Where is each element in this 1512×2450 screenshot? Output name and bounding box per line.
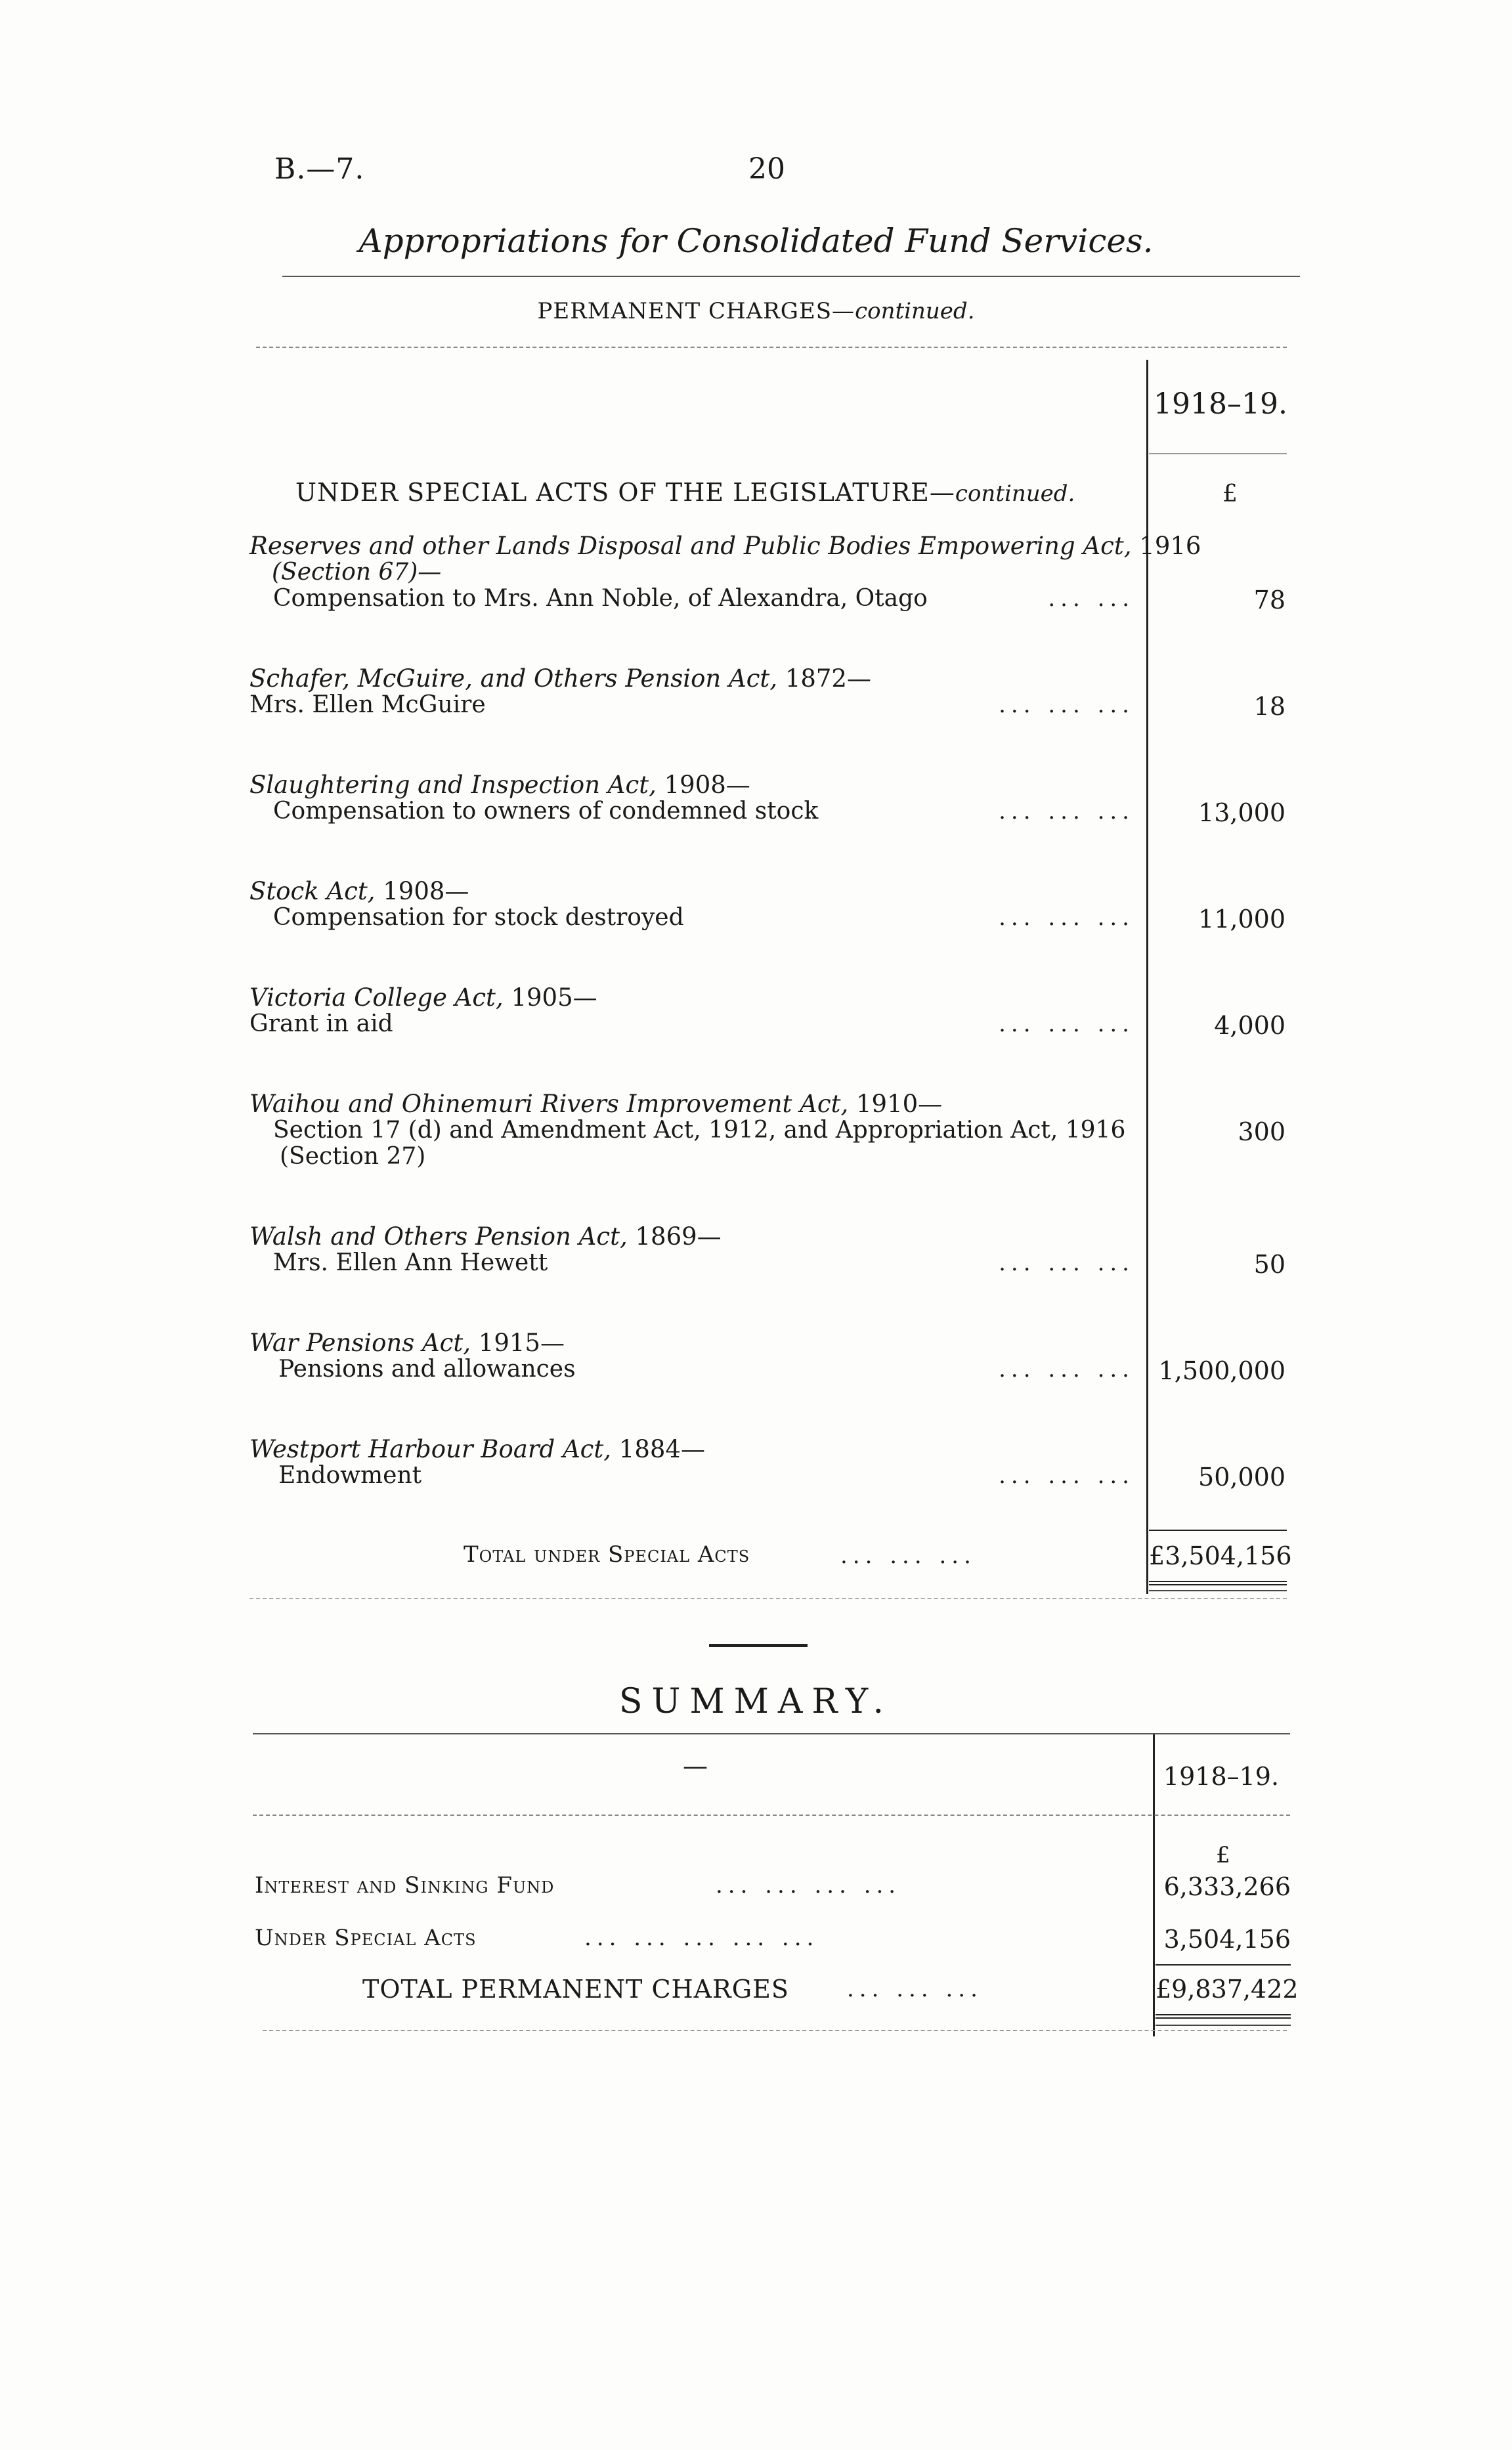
- summary-year-heading: 1918–19.: [1163, 1762, 1280, 1791]
- summary-total-amount: £9,837,422: [1156, 1975, 1299, 2004]
- act-title: War Pensions Act, 1915—: [249, 1329, 565, 1357]
- section-heading: UNDER SPECIAL ACTS OF THE LEGISLATURE—continued.: [295, 478, 1075, 507]
- divider: [263, 2030, 1287, 2031]
- act-title: Stock Act, 1908—: [249, 877, 469, 905]
- leader-dots: ... ... ... ... ...: [584, 1925, 819, 1951]
- page-number: 20: [748, 152, 785, 186]
- list-item: [249, 1330, 1142, 1383]
- item-description: Pensions and allowances: [278, 1356, 576, 1383]
- list-item: [249, 1224, 1142, 1276]
- divider: [256, 347, 1287, 348]
- list-item: [249, 985, 1142, 1037]
- divider: [1156, 1964, 1291, 1966]
- total-label: Total under Special Acts: [464, 1541, 750, 1568]
- list-item: [249, 1436, 1142, 1489]
- divider: [1149, 1590, 1287, 1591]
- double-rule: [1149, 1581, 1287, 1585]
- leader-dots: ... ... ...: [999, 1011, 1134, 1037]
- item-description: Mrs. Ellen Ann Hewett: [273, 1249, 548, 1276]
- leader-dots: ... ... ...: [999, 1250, 1134, 1276]
- list-item: [249, 1091, 1142, 1170]
- item-description: Compensation for stock destroyed: [273, 904, 684, 931]
- item-description: Mrs. Ellen McGuire: [249, 691, 486, 718]
- leader-dots: ... ... ...: [999, 798, 1134, 825]
- list-item: [249, 878, 1142, 931]
- amount: 18: [1253, 692, 1285, 721]
- divider: [282, 276, 1300, 277]
- summary-row-label: Under Special Acts: [255, 1925, 477, 1951]
- leader-dots: ... ... ... ...: [716, 1872, 901, 1899]
- item-description: Endowment: [278, 1462, 422, 1489]
- divider: [249, 1598, 1287, 1599]
- page-subtitle: PERMANENT CHARGES—continued.: [537, 298, 975, 324]
- act-title: Walsh and Others Pension Act, 1869—: [249, 1222, 722, 1251]
- column-rule: [1153, 1734, 1155, 2036]
- act-title: Schafer, McGuire, and Others Pension Act, 1872—: [249, 664, 871, 693]
- act-section: (Section 67)—: [272, 559, 442, 586]
- amount: 78: [1253, 586, 1285, 614]
- page-title: Appropriations for Consolidated Fund Services.: [358, 222, 1154, 260]
- summary-title: SUMMARY.: [618, 1682, 894, 1721]
- divider: [253, 1733, 1290, 1734]
- summary-blank-heading: —: [683, 1752, 708, 1780]
- amount: 50,000: [1198, 1463, 1285, 1492]
- item-description: Compensation to owners of condemned stock: [273, 798, 819, 825]
- currency-symbol: £: [1216, 1842, 1230, 1868]
- list-item: [249, 532, 1201, 612]
- summary-row-amount: 6,333,266: [1163, 1872, 1291, 1901]
- year-column-heading: 1918–19.: [1154, 387, 1287, 421]
- act-title: Reserves and other Lands Disposal and Public Bodies Empowering Act, 1916: [249, 532, 1201, 560]
- act-title: Waihou and Ohinemuri Rivers Improvement Act, 1910—: [249, 1090, 943, 1118]
- act-title: Westport Harbour Board Act, 1884—: [249, 1435, 705, 1463]
- item-description: Section 17 (d) and Amendment Act, 1912, and Appropriation Act, 1916: [273, 1117, 1126, 1144]
- separator-rule: [709, 1644, 808, 1647]
- summary-total-label: TOTAL PERMANENT CHARGES: [362, 1975, 789, 2004]
- list-item: [249, 666, 1142, 718]
- leader-dots: ... ...: [1048, 586, 1134, 612]
- divider: [253, 1815, 1290, 1816]
- leader-dots: ... ... ...: [840, 1543, 976, 1569]
- total-amount: £3,504,156: [1149, 1541, 1292, 1570]
- leader-dots: ... ... ...: [999, 905, 1134, 931]
- item-description-continued: (Section 27): [280, 1143, 426, 1170]
- act-title: Victoria College Act, 1905—: [249, 983, 597, 1012]
- divider: [1156, 2025, 1291, 2026]
- amount: 4,000: [1214, 1011, 1285, 1040]
- list-item: [249, 772, 1142, 825]
- leader-dots: ... ... ...: [999, 1356, 1134, 1383]
- amount: 1,500,000: [1158, 1356, 1285, 1385]
- page-reference: B.—7.: [274, 152, 365, 186]
- amount: 50: [1253, 1250, 1285, 1279]
- amount: 13,000: [1198, 798, 1285, 827]
- item-description: Compensation to Mrs. Ann Noble, of Alexandra, Otago: [273, 585, 928, 612]
- currency-symbol: £: [1222, 481, 1238, 507]
- summary-row-amount: 3,504,156: [1163, 1925, 1291, 1954]
- leader-dots: ... ... ...: [999, 1463, 1134, 1489]
- amount: 300: [1238, 1117, 1285, 1146]
- leader-dots: ... ... ...: [847, 1976, 983, 2002]
- summary-row-label: Interest and Sinking Fund: [255, 1872, 555, 1899]
- double-rule: [1156, 2014, 1291, 2019]
- amount: 11,000: [1198, 905, 1285, 934]
- divider: [1149, 453, 1287, 454]
- leader-dots: ... ... ...: [999, 692, 1134, 718]
- act-title: Slaughtering and Inspection Act, 1908—: [249, 771, 750, 799]
- item-description: Grant in aid: [249, 1010, 393, 1037]
- divider: [1149, 1530, 1287, 1531]
